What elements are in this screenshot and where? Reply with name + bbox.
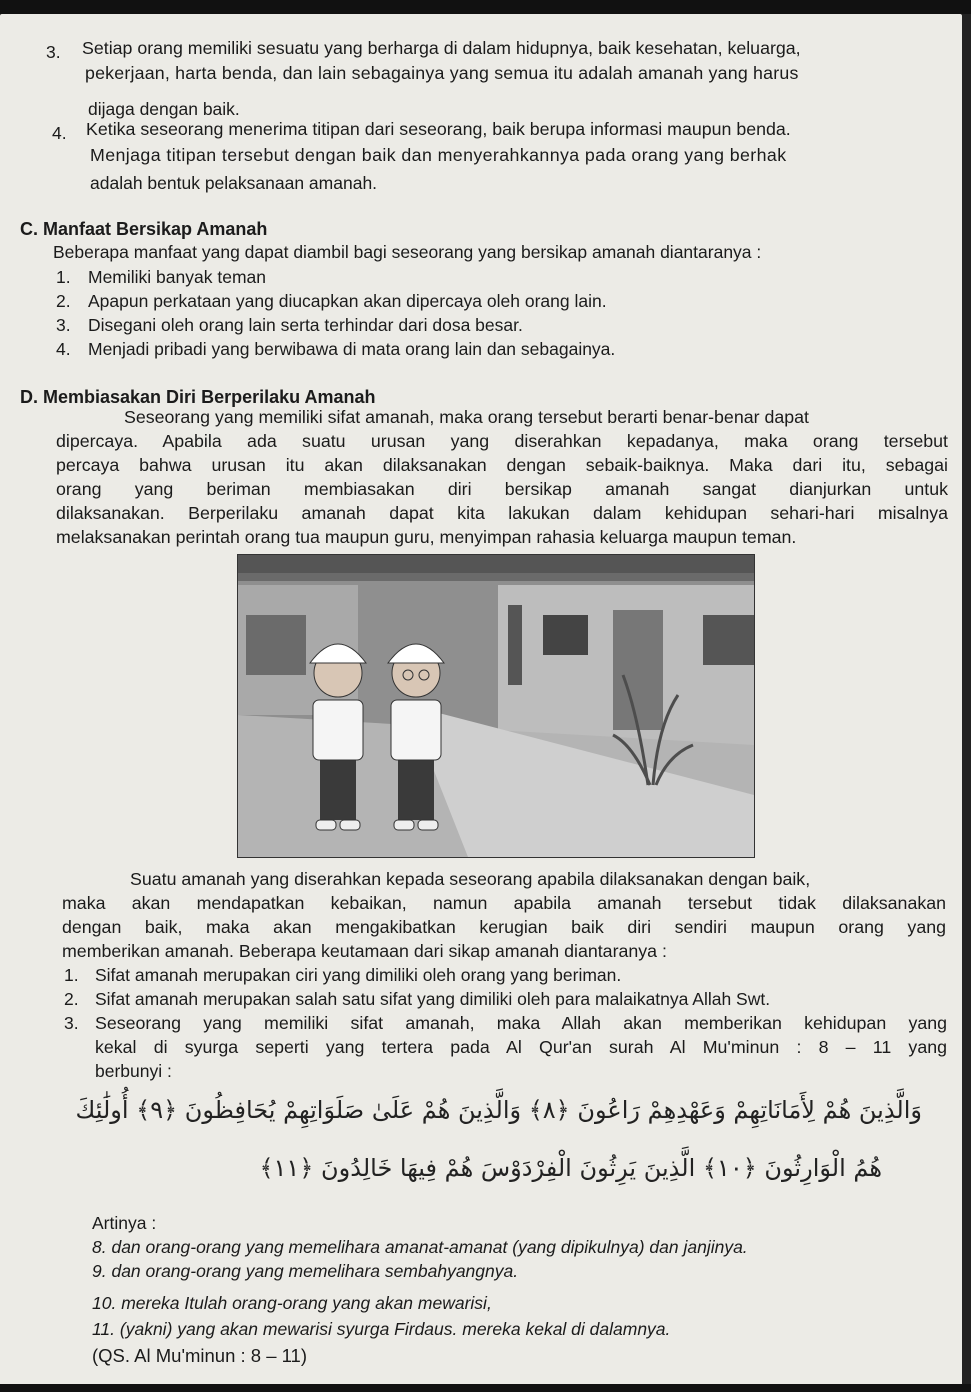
list-line: Menjaga titipan tersebut dengan baik dan menyerahkannya pada orang yang berhak [90, 145, 787, 165]
paragraph-line: Seseorang yang memiliki sifat amanah, maka orang tersebut berarti benar-benar dapat [124, 407, 809, 427]
list-line: berbunyi : [95, 1061, 172, 1081]
paragraph-line: dengan baik, maka akan mengakibatkan kerugian baik diri sendiri maupun orang yang [62, 917, 946, 937]
list-number: 2. [56, 291, 71, 311]
list-number: 3. [56, 315, 71, 335]
list-line: pekerjaan, harta benda, dan lain sebagainya yang semua itu adalah amanah yang harus [85, 63, 799, 83]
list-line: Setiap orang memiliki sesuatu yang berharga di dalam hidupnya, baik kesehatan, keluarga, [82, 38, 801, 58]
paragraph-line: maka akan mendapatkan kebaikan, namun apabila amanah tersebut tidak dilaksanakan [62, 893, 946, 913]
bottom-border [0, 1384, 971, 1392]
list-line: dijaga dengan baik. [88, 99, 240, 119]
section-c-intro: Beberapa manfaat yang dapat diambil bagi seseorang yang bersikap amanah diantaranya : [53, 242, 762, 262]
list-number: 3. [64, 1013, 79, 1033]
list-number: 4. [52, 123, 67, 143]
arabic-verse-line: هُمُ الْوَارِثُونَ ﴿١٠﴾ الَّذِينَ يَرِثُونَ الْفِرْدَوْسَ هُمْ فِيهَا خَالِدُونَ ﴿١١﴾ [259, 1154, 882, 1182]
list-item: Disegani oleh orang lain serta terhindar dari dosa besar. [88, 315, 523, 335]
translation-line: 8. dan orang-orang yang memelihara amanat-amanat (yang dipikulnya) dan janjinya. [92, 1237, 748, 1257]
list-number: 2. [64, 989, 79, 1009]
list-item: Apapun perkataan yang diucapkan akan dipercaya oleh orang lain. [88, 291, 607, 311]
list-line: adalah bentuk pelaksanaan amanah. [90, 173, 378, 193]
paragraph-line: percaya bahwa urusan itu akan dilaksanakan dengan sebaik-baiknya. Maka dari itu, sebagai [56, 455, 948, 475]
illustration-svg [238, 555, 754, 857]
arabic-verse-line: وَالَّذِينَ هُمْ لِأَمَانَاتِهِمْ وَعَهْدِهِمْ رَاعُونَ ﴿٨﴾ وَالَّذِينَ هُمْ عَلَىٰ صَلَوَاتِهِمْ يُحَافِظُونَ ﴿٩﴾ أُولَٰئِكَ [75, 1096, 922, 1124]
list-item: Memiliki banyak teman [88, 267, 266, 287]
artinya-label: Artinya : [92, 1213, 157, 1233]
list-number: 4. [56, 339, 71, 359]
list-line: Sifat amanah merupakan salah satu sifat yang dimiliki oleh para malaikatnya Allah Swt. [95, 989, 771, 1009]
illustration-two-boys [237, 554, 755, 858]
paragraph-line: melaksanakan perintah orang tua maupun guru, menyimpan rahasia keluarga maupun teman. [56, 527, 797, 547]
paragraph-line: Suatu amanah yang diserahkan kepada seseorang apabila dilaksanakan dengan baik, [130, 869, 811, 889]
list-number: 1. [64, 965, 79, 985]
translation-line: 10. mereka Itulah orang-orang yang akan mewarisi, [92, 1293, 492, 1313]
paragraph-line: dilaksanakan. Berperilaku amanah dapat kita lakukan dalam kehidupan sehari-hari misalnya [56, 503, 948, 523]
translation-line: 9. dan orang-orang yang memelihara sembahyangnya. [92, 1261, 519, 1281]
list-line: kekal di syurga seperti yang tertera pada Al Qur'an surah Al Mu'minun : 8 – 11 yang [95, 1037, 947, 1057]
verse-reference: (QS. Al Mu'minun : 8 – 11) [92, 1345, 307, 1366]
paragraph-line: dipercaya. Apabila ada suatu urusan yang diserahkan kepadanya, maka orang tersebut [56, 431, 948, 451]
list-number: 1. [56, 267, 71, 287]
paragraph-line: orang yang beriman membiasakan diri bersikap amanah sangat dianjurkan untuk [56, 479, 948, 499]
list-number: 3. [46, 42, 61, 62]
list-line: Ketika seseorang menerima titipan dari seseorang, baik berupa informasi maupun benda. [86, 119, 791, 139]
list-item: Menjadi pribadi yang berwibawa di mata orang lain dan sebagainya. [88, 339, 616, 359]
section-d-heading: D. Membiasakan Diri Berperilaku Amanah [20, 387, 376, 407]
section-c-heading: C. Manfaat Bersikap Amanah [20, 219, 268, 239]
list-line: Seseorang yang memiliki sifat amanah, maka Allah akan memberikan kehidupan yang [95, 1013, 947, 1033]
document-page [0, 14, 962, 1386]
list-line: Sifat amanah merupakan ciri yang dimiliki oleh orang yang beriman. [95, 965, 622, 985]
paragraph-line: memberikan amanah. Beberapa keutamaan dari sikap amanah diantaranya : [62, 941, 667, 961]
right-border [962, 14, 971, 1392]
translation-line: 11. (yakni) yang akan mewarisi syurga Firdaus. mereka kekal di dalamnya. [92, 1319, 671, 1339]
